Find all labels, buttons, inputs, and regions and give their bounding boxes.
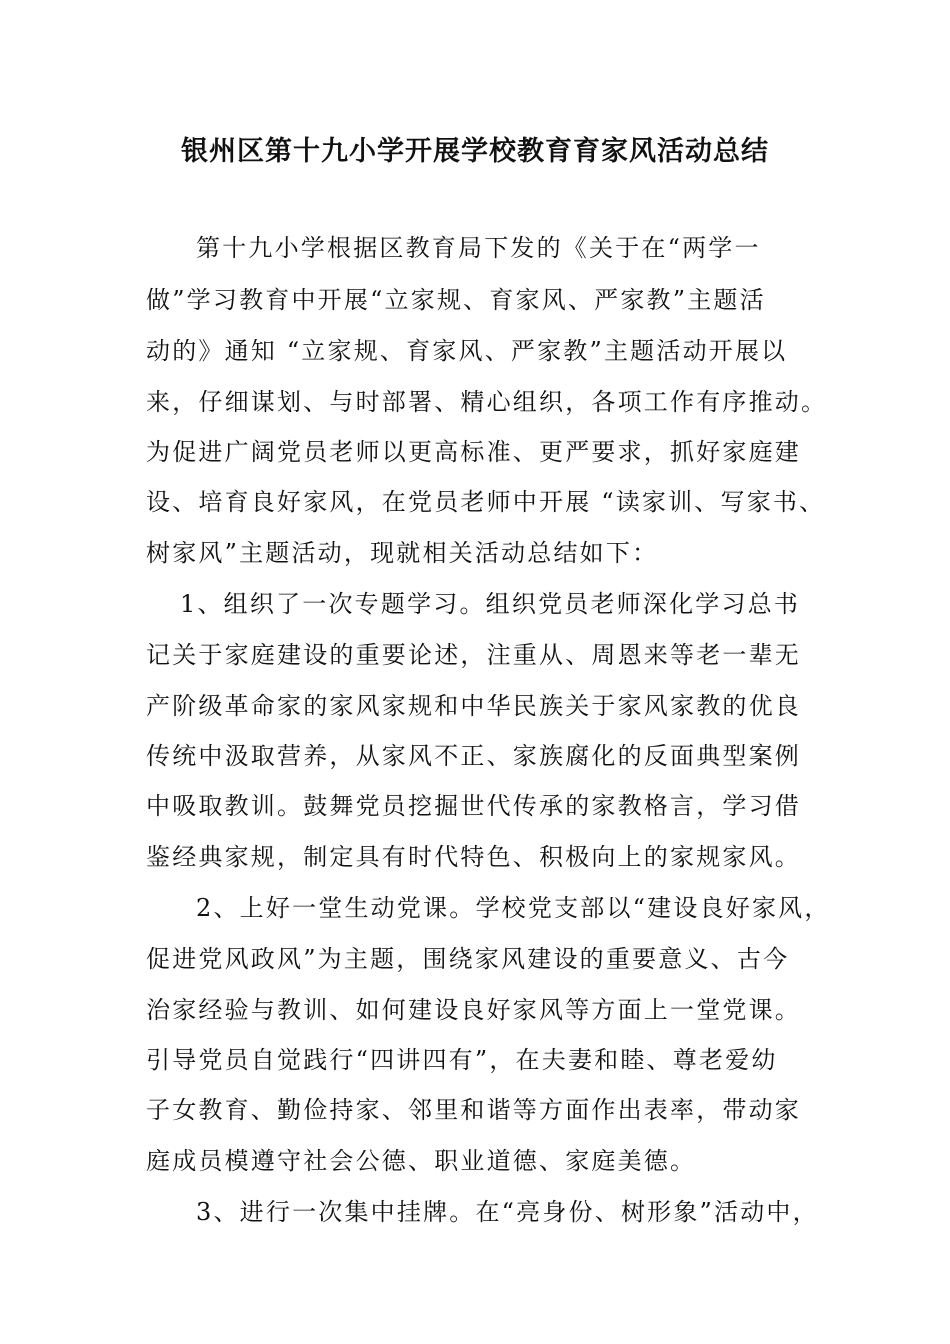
- paragraph-line: 传统中汲取营养，从家风不正、家族腐化的反面典型案例: [146, 742, 801, 770]
- paragraph-line: 设、培育良好家风，在党员老师中开展 “读家训、写家书、: [146, 488, 826, 516]
- paragraph-line: 树家风”主题活动，现就相关活动总结如下：: [146, 539, 659, 567]
- paragraph-line: 来，仔细谋划、与时部署、精心组织，各项工作有序推动。: [146, 388, 828, 416]
- paragraph-line: 促进党风政风”为主题，围绕家风建设的重要意义、古今: [146, 945, 790, 973]
- paragraph-line: 中吸取教训。鼓舞党员挖掘世代传承的家教格言，学习借: [146, 792, 801, 820]
- paragraph-line: 鉴经典家规，制定具有时代特色、积极向上的家规家风。: [146, 843, 801, 871]
- paragraph-line: 治家经验与教训、如何建设良好家风等方面上一堂党课。: [146, 996, 801, 1024]
- paragraph-line: 庭成员模遵守社会公德、职业道德、家庭美德。: [146, 1147, 697, 1175]
- paragraph-line: 3、进行一次集中挂牌。在“亮身份、树形象”活动中，: [196, 1198, 819, 1226]
- paragraph-line: 2、上好一堂生动党课。学校党支部以“建设良好家风，: [196, 894, 831, 922]
- paragraph-line: 动的》通知 “立家规、育家风、严家教”主题活动开展以: [146, 337, 788, 365]
- paragraph-line: 引导党员自觉践行“四讲四有”，在夫妻和睦、尊老爱幼: [146, 1046, 778, 1074]
- paragraph-line: 产阶级革命家的家风家规和中华民族关于家风家教的优良: [146, 692, 801, 720]
- paragraph-line: 记关于家庭建设的重要论述，注重从、周恩来等老一辈无: [146, 641, 801, 669]
- paragraph-line: 1、组织了一次专题学习。组织党员老师深化学习总书: [180, 590, 801, 618]
- paragraph-line: 做”学习教育中开展“立家规、育家风、严家教”主题活: [146, 286, 766, 314]
- document-title: 银州区第十九小学开展学校教育育家风活动总结: [181, 136, 769, 167]
- paragraph-line: 子女教育、勤俭持家、邻里和谐等方面作出表率，带动家: [146, 1096, 801, 1124]
- paragraph-line: 为促进广阔党员老师以更高标准、更严要求，抓好家庭建: [146, 438, 801, 466]
- paragraph-line: 第十九小学根据区教育局下发的《关于在“两学一: [196, 234, 761, 262]
